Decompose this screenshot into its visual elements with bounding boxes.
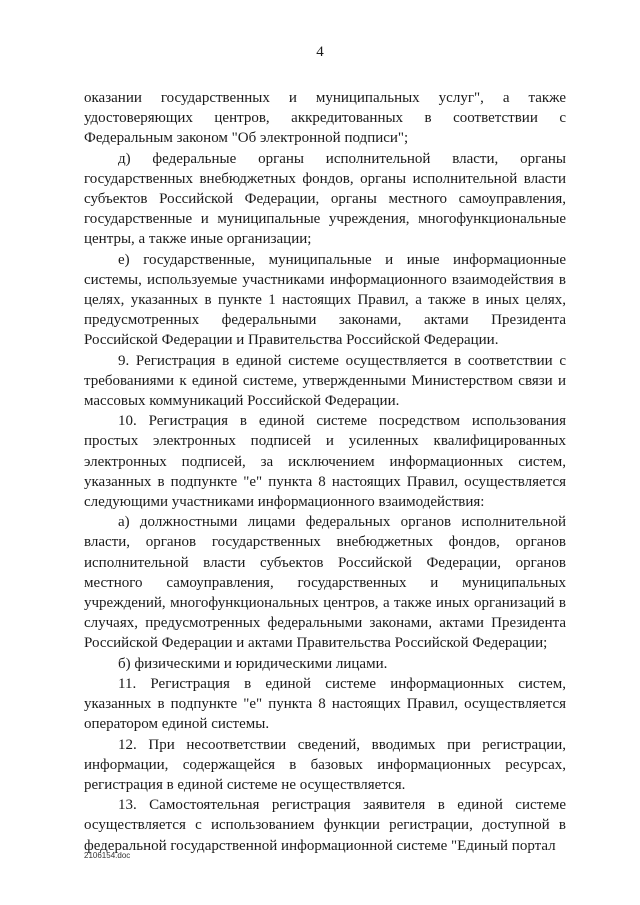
paragraph-item-9: 9. Регистрация в единой системе осуществляется в соответствии с требованиями к единой системе, утвержденными Министерством связи и массовых коммуникаций Российской Федерации. bbox=[84, 352, 566, 410]
paragraph-item-12: 12. При несоответствии сведений, вводимых при регистрации, информации, содержащейся в базовых информационных ресурсах, регистрация в единой системе не осуществляется. bbox=[84, 736, 566, 793]
paragraph-continuation: оказании государственных и муниципальных услуг", а также удостоверяющих центров, аккредитованных в соответствии с Федеральным законом "Об электронной подписи"; bbox=[84, 90, 566, 147]
paragraph-subitem-b: б) физическими и юридическими лицами. bbox=[118, 655, 388, 672]
document-body bbox=[84, 88, 566, 856]
page-number: 4 bbox=[316, 44, 324, 60]
paragraph-subitem-e: е) государственные, муниципальные и иные информационные системы, используемые участниками информационного взаимодействия в целях, указанных в пункте 1 настоящих Правил, а также в иных целях, предусмотренных федеральными законами, актами Президента Российской Федерации и Правительства Российской Федерации. bbox=[84, 251, 566, 349]
paragraph-subitem-a: а) должностными лицами федеральных органов исполнительной власти, органов государственных внебюджетных фондов, органов исполнительной власти субъектов Российской Федерации, органов местного самоуправления, государственных и муниципальных учреждений, многофункциональных центров, а также иных организаций в случаях, предусмотренных федеральными законами, актами Президента Российской Федерации и актами Правительства Российской Федерации; bbox=[84, 514, 566, 652]
footer-filename: 2106154.doc bbox=[84, 851, 131, 860]
paragraph-item-13: 13. Самостоятельная регистрация заявителя в единой системе осуществляется с использованием функции регистрации, доступной в федеральной государственной информационной системе "Единый портал bbox=[84, 797, 566, 854]
paragraph-item-11: 11. Регистрация в единой системе информационных систем, указанных в подпункте "е" пункта 8 настоящих Правил, осуществляется оператором единой системы. bbox=[84, 675, 566, 733]
paragraph-subitem-d: д) федеральные органы исполнительной власти, органы государственных внебюджетных фондов, органы исполнительной власти субъектов Российской Федерации, органы местного самоуправления, государственные и муниципальные учреждения, многофункциональные центры, а также иные организации; bbox=[84, 150, 566, 248]
paragraph-item-10: 10. Регистрация в единой системе посредством использования простых электронных подписей и усиленных квалифицированных электронных подписей, за исключением информационных систем, указанных в подпункте "е" пункта 8 настоящих Правил, осуществляется следующими участниками информационного взаимодействия: bbox=[84, 413, 566, 511]
